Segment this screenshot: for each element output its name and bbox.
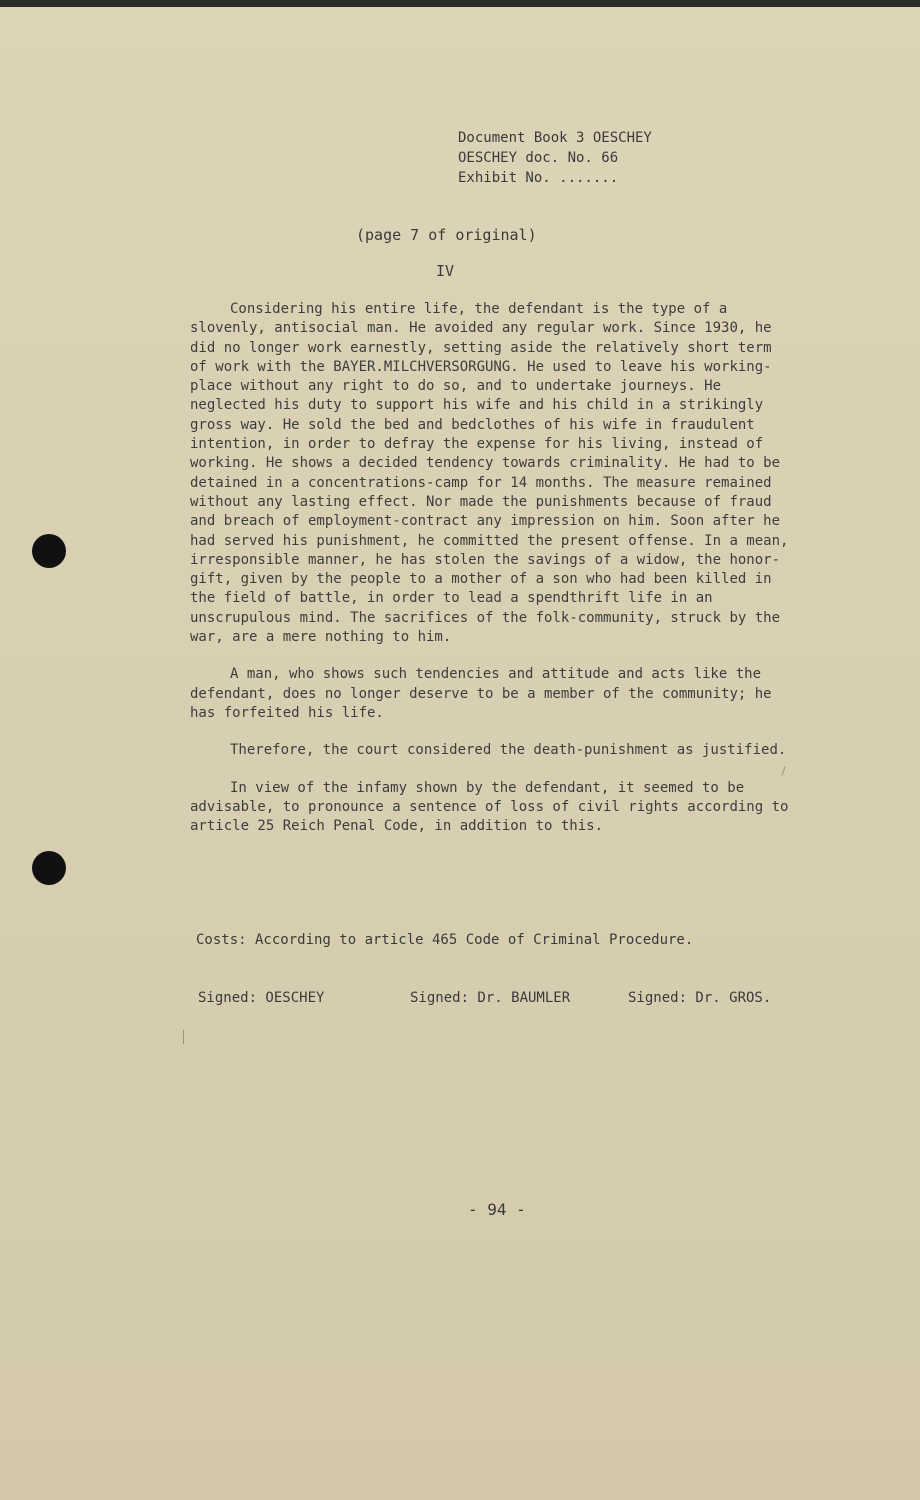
document-header	[458, 128, 652, 188]
punch-hole	[32, 851, 66, 885]
punch-hole	[32, 534, 66, 568]
signature-gros: Signed: Dr. GROS.	[628, 990, 772, 1006]
document-body	[190, 300, 790, 854]
document-book-line: Document Book 3 OESCHEY	[458, 130, 652, 146]
page-reference: (page 7 of original)	[356, 226, 537, 244]
paragraph: In view of the infamy shown by the defendant, it seemed to be advisable, to pronounce a sentence of loss of civil rights according to article 25 Reich Penal Code, in addition to this.	[190, 779, 789, 835]
paper-mark	[183, 1030, 184, 1044]
paragraph: Therefore, the court considered the death-punishment as justified.	[230, 742, 787, 759]
signature-oeschey: Signed: OESCHEY	[198, 990, 325, 1006]
costs-line: Costs: According to article 465 Code of Criminal Procedure.	[196, 932, 694, 948]
doc-number-line: OESCHEY doc. No. 66	[458, 150, 619, 166]
section-numeral: IV	[436, 262, 455, 280]
top-edge	[0, 0, 920, 7]
paragraph: Considering his entire life, the defendant is the type of a slovenly, antisocial man. He avoided any regular work. Since 1930, he did no longer work earnestly, setting aside the relatively short term of work with the BAYER.MILCHVERSORGUNG. He used to leave his working-place without any right to do so, and to undertake journeys. He neglected his duty to support his wife and his child in a strikingly gross way. He sold the bed and bedclothes of his wife in fraudulent intention, in order to defray the expense for his living, instead of working. He shows a decided tendency towards criminality. He had to be detained in a concentrations-camp for 14 months. The measure remained without any lasting effect. Nor made the punishments because of fraud and breach of employment-contract any impression on him. Soon after he had served his punishment, he committed the present offense. In a mean, irresponsible manner, he has stolen the savings of a widow, the honor-gift, given by the people to a mother of a son who had been killed in the field of battle, in order to lead a spendthrift life in an unscrupulous mind. The sacrifices of the folk-community, struck by the war, are a mere nothing to him.	[190, 301, 789, 646]
signature-baumler: Signed: Dr. BAUMLER	[410, 990, 571, 1006]
exhibit-line: Exhibit No. .......	[458, 170, 619, 186]
paragraph: A man, who shows such tendencies and attitude and acts like the defendant, does no longer deserve to be a member of the community; he has forfeited his life.	[190, 666, 772, 721]
page-number: - 94 -	[468, 1200, 526, 1219]
